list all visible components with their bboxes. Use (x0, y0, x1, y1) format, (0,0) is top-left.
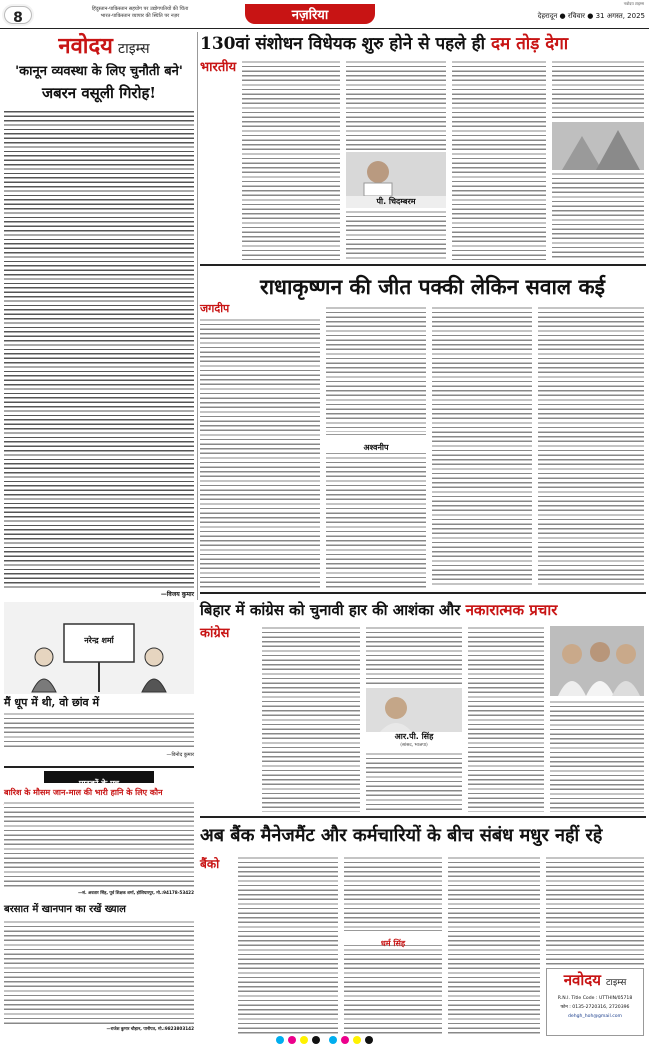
bihar-author: आर.पी. सिंह (सांसद, भाजपा) (394, 732, 434, 748)
lead-headline: 'कानून व्यवस्था के लिए चुनौती बने' जबरन वसूली गिरोह! (15, 64, 183, 102)
column-rule-left (197, 32, 198, 600)
lead-body-text (4, 110, 194, 590)
section-title-banner (245, 4, 375, 24)
imprint-phone: फोन : 0135-2720316, 2720396 (560, 1005, 630, 1010)
amendment-col4-top (552, 60, 644, 120)
bank-col3 (448, 856, 540, 1036)
letters-section (4, 766, 194, 1036)
amendment-col3 (452, 60, 546, 260)
bihar-col3 (468, 626, 544, 812)
radhakrishnan-kicker: जगदीप (200, 302, 230, 315)
masthead-small: नवोदय टाइम्स (623, 1, 644, 6)
imprint-rni: R.N.I. Title Code : UTTHIN/05718 (557, 996, 633, 1001)
imprint-email: dehgh_hoh@gmail.com (567, 1014, 623, 1019)
radhakrishnan-col2-top (326, 306, 426, 432)
poem (4, 696, 194, 762)
dateline: देहरादून ● रविवार ● 31 अगस्त, 2025 (537, 12, 645, 20)
letter2-signature: —राजेश कुमार चौहान, पानीपत, मो.:9823803142 (106, 1026, 194, 1031)
bank-col2-bottom (344, 948, 442, 1036)
amendment-headline: 130वां संशोधन विधेयक शुरु होने से पहले ही दम तोड़ देगा (200, 34, 569, 54)
cartoon-sign: नरेन्द्र शर्मा (84, 636, 114, 645)
radhakrishnan-author-box: अश्वनीप (326, 434, 426, 454)
bank-story (200, 816, 646, 1038)
header-tagline: हिंदुस्तान-पाकिस्तान सहयोग पर उद्योगपतियों की चिंता भारत-पाकिस्तान व्यापार की स्थिति पर नज़र (91, 6, 189, 19)
poem-title: मैं धूप में थी, वो छांव में (4, 696, 100, 709)
bank-author-box: धर्म सिंह (344, 930, 442, 946)
bihar-headline: बिहार में कांग्रेस को चुनावी हार की आशंका और नकारात्मक प्रचार (200, 601, 558, 619)
amendment-story (200, 32, 646, 264)
amendment-col2-top (346, 60, 446, 150)
amendment-author: पी. चिदम्बरम (346, 196, 446, 208)
bihar-story (200, 592, 646, 814)
bank-col4 (546, 856, 644, 966)
bihar-kicker: कांग्रेस (200, 626, 230, 641)
amendment-photo (552, 122, 644, 170)
registration-marks (0, 1034, 649, 1043)
letter1-title: बारिश के मौसम जान-माल की भारी हानि के लिए कौन (4, 787, 163, 797)
bihar-author-photo (366, 688, 462, 732)
letter2-title: बरसात में खानपान का रखें ख्याल (4, 904, 126, 915)
amendment-col1 (242, 60, 340, 260)
radhakrishnan-headline: राधाकृष्णन की जीत पक्की लेकिन सवाल कई (260, 274, 605, 299)
poem-author: —विनोद कुमार (166, 752, 194, 758)
radhakrishnan-col3 (432, 306, 532, 588)
page-header (0, 0, 649, 30)
lead-masthead: नवोदय टाइम्स (58, 33, 150, 59)
radhakrishnan-col4 (538, 306, 644, 588)
bank-headline: अब बैंक मैनेजमैंट और कर्मचारियों के बीच संबंध मधुर नहीं रहे (200, 825, 603, 846)
bihar-col2-bottom (366, 752, 462, 812)
bihar-politicians-photo (550, 626, 644, 696)
bihar-col2-top (366, 626, 462, 686)
header-rule (0, 28, 649, 29)
lead-byline: —विजय कुमार (160, 591, 194, 598)
letter2-body (4, 920, 194, 1024)
bihar-col1 (262, 626, 360, 812)
amendment-col2-bottom (346, 210, 446, 260)
bank-col2-top (344, 856, 442, 928)
bank-col1 (238, 856, 338, 1036)
cartoon (4, 602, 194, 694)
radhakrishnan-story (200, 264, 646, 590)
poem-text (4, 712, 194, 750)
letters-title-bar: पाठकों के पत्र (44, 771, 154, 783)
cartoon-illustration (4, 602, 194, 694)
amendment-col4-bottom (552, 172, 644, 260)
letter1-signature: —सं. अवतार सिंह, पूर्व शिक्षक शर्मा, होशियारपुर, मो.:94178-53422 (77, 890, 194, 895)
bihar-col4 (550, 700, 644, 812)
imprint-masthead: नवोदय टाइम्स (563, 971, 627, 989)
page-number: 8 (13, 10, 23, 26)
section-title: नज़रिया (291, 8, 329, 23)
amendment-kicker: भारतीय (200, 60, 237, 75)
imprint-box (546, 968, 644, 1036)
bank-kicker: बैंको (200, 857, 220, 871)
lead-story (4, 32, 194, 600)
author-photo (346, 152, 446, 196)
radhakrishnan-col1 (200, 318, 320, 588)
page-number-badge (4, 6, 32, 24)
radhakrishnan-col2-bottom (326, 456, 426, 588)
letter1-body (4, 801, 194, 889)
